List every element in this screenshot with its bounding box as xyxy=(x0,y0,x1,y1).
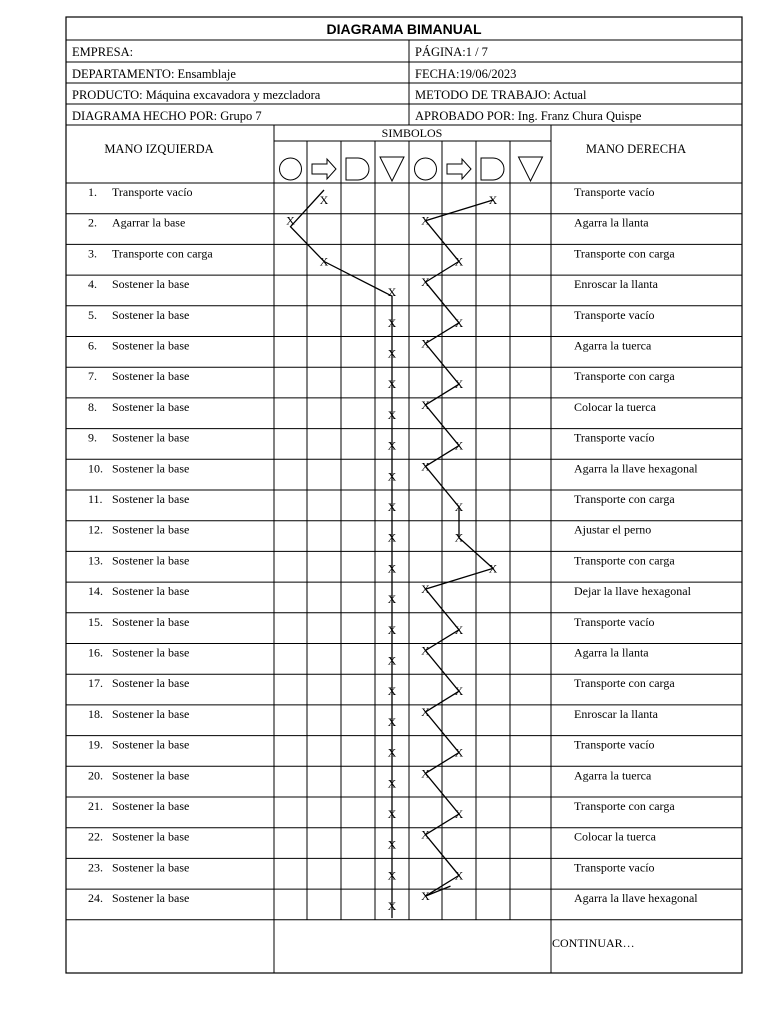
right-mark: X xyxy=(454,530,464,545)
right-mark: X xyxy=(421,582,430,597)
right-mark: X xyxy=(454,807,464,821)
right-hand-activity: Transporte vacío xyxy=(574,737,655,752)
departamento-field: DEPARTAMENTO: Ensamblaje xyxy=(72,67,236,81)
right-hand-activity: Transporte vacío xyxy=(574,860,655,875)
right-mark: X xyxy=(488,561,498,576)
left-mark: X xyxy=(319,254,329,269)
row-number: 23. xyxy=(88,860,103,875)
right-hand-activity: Transporte vacío xyxy=(574,430,655,445)
row-number: 13. xyxy=(88,553,103,568)
left-hand-activity: Sostener la base xyxy=(112,461,190,476)
left-mark: X xyxy=(387,622,397,637)
row-number: 17. xyxy=(88,676,103,691)
row-number: 4. xyxy=(88,277,97,292)
symbol-icons xyxy=(280,157,543,181)
left-hand-activity: Sostener la base xyxy=(112,553,190,568)
right-hand-activity: Agarra la tuerca xyxy=(574,338,652,353)
left-hand-activity: Sostener la base xyxy=(112,430,190,445)
row-number: 3. xyxy=(88,246,97,261)
left-mark: X xyxy=(387,653,397,668)
right-mark: X xyxy=(454,254,464,269)
left-mark: X xyxy=(387,837,397,852)
row-number: 21. xyxy=(88,799,103,813)
row-number: 15. xyxy=(88,614,103,629)
left-mark: X xyxy=(387,745,397,760)
row-number: 6. xyxy=(88,338,97,353)
right-mark: X xyxy=(421,275,430,290)
left-mark: X xyxy=(387,438,397,453)
left-hand-activity: Sostener la base xyxy=(112,614,190,629)
row-number: 10. xyxy=(88,461,103,476)
left-hand-activity: Sostener la base xyxy=(112,522,190,537)
left-hand-activity: Sostener la base xyxy=(112,706,190,721)
left-mark: X xyxy=(387,346,397,361)
right-hand-activity: Transporte con carga xyxy=(574,799,675,813)
right-mark: X xyxy=(454,868,464,883)
left-mark: X xyxy=(387,868,397,883)
row-number: 24. xyxy=(88,891,103,906)
right-hand-activity: Transporte vacío xyxy=(574,307,655,322)
left-mark: X xyxy=(387,684,397,699)
right-mark: X xyxy=(421,704,430,719)
continuar-note: CONTINUAR… xyxy=(552,936,635,950)
right-mark: X xyxy=(421,336,430,351)
left-mark: X xyxy=(387,714,397,729)
transport-icon xyxy=(312,159,336,179)
right-hand-activity: Colocar la tuerca xyxy=(574,399,656,414)
right-hand-activity: Agarra la llave hexagonal xyxy=(574,891,698,906)
right-mark: X xyxy=(454,438,464,453)
left-mark: X xyxy=(286,213,295,228)
row-number: 12. xyxy=(88,522,103,537)
storage-icon xyxy=(380,157,404,181)
empresa-field: EMPRESA: xyxy=(72,45,134,59)
left-hand-activity: Sostener la base xyxy=(112,369,190,384)
right-hand-activity: Agarra la llanta xyxy=(574,215,649,230)
left-hand-activity: Sostener la base xyxy=(112,307,190,322)
left-mark: X xyxy=(387,469,397,484)
right-hand-activity: Dejar la llave hexagonal xyxy=(574,584,691,599)
left-mark: X xyxy=(387,407,397,422)
left-hand-activity: Sostener la base xyxy=(112,829,190,844)
right-mark: X xyxy=(454,500,464,514)
row-number: 20. xyxy=(88,768,103,783)
right-hand-header: MANO DERECHA xyxy=(585,142,687,156)
pagina-field: PÁGINA:1 / 7 xyxy=(415,45,488,59)
right-hand-activity: Transporte con carga xyxy=(574,553,675,568)
right-mark: X xyxy=(421,459,430,474)
right-hand-activity: Transporte con carga xyxy=(574,492,675,506)
right-hand-activity: Enroscar la llanta xyxy=(574,706,658,721)
left-mark: X xyxy=(387,500,397,514)
right-hand-activity: Agarra la llanta xyxy=(574,645,649,660)
metodo-field: METODO DE TRABAJO: Actual xyxy=(415,88,587,102)
left-mark: X xyxy=(387,285,397,300)
left-hand-activity: Sostener la base xyxy=(112,492,190,506)
left-mark: X xyxy=(387,807,397,821)
left-hand-header: MANO IZQUIERDA xyxy=(104,142,214,156)
left-hand-activity: Sostener la base xyxy=(112,891,190,906)
fecha-field: FECHA:19/06/2023 xyxy=(415,67,517,81)
left-hand-activity: Sostener la base xyxy=(112,338,190,353)
left-hand-activity: Transporte con carga xyxy=(112,246,213,261)
hecho-por-field: DIAGRAMA HECHO POR: Grupo 7 xyxy=(72,109,262,123)
left-hand-activity: Sostener la base xyxy=(112,584,190,599)
left-hand-activity: Sostener la base xyxy=(112,799,190,813)
left-hand-activity: Sostener la base xyxy=(112,737,190,752)
right-hand-activity: Transporte con carga xyxy=(574,369,675,384)
row-number: 22. xyxy=(88,829,103,844)
right-mark: X xyxy=(421,766,430,781)
right-mark: X xyxy=(421,213,430,228)
row-number: 5. xyxy=(88,307,97,322)
left-hand-activity: Sostener la base xyxy=(112,645,190,660)
right-hand-activity: Ajustar el perno xyxy=(574,522,652,537)
right-mark: X xyxy=(421,397,430,412)
left-mark: X xyxy=(387,776,397,791)
right-mark: X xyxy=(454,377,464,392)
left-hand-activity: Agarrar la base xyxy=(112,215,186,230)
storage-icon xyxy=(519,157,543,181)
left-mark: X xyxy=(387,377,397,392)
right-hand-activity: Transporte vacío xyxy=(574,614,655,629)
left-mark: X xyxy=(387,561,397,576)
delay-icon xyxy=(481,158,504,180)
right-hand-activity: Transporte con carga xyxy=(574,246,675,261)
right-hand-activity: Transporte con carga xyxy=(574,676,675,691)
left-mark: X xyxy=(387,315,397,330)
row-number: 9. xyxy=(88,430,97,445)
right-hand-activity: Enroscar la llanta xyxy=(574,277,658,292)
delay-icon xyxy=(346,158,369,180)
right-hand-activity: Colocar la tuerca xyxy=(574,829,656,844)
right-mark: X xyxy=(454,315,464,330)
row-number: 1. xyxy=(88,185,97,199)
transport-icon xyxy=(447,159,471,179)
right-mark: X xyxy=(488,193,498,207)
left-hand-activity: Sostener la base xyxy=(112,277,190,292)
right-mark: X xyxy=(454,684,464,699)
right-hand-activity: Agarra la tuerca xyxy=(574,768,652,783)
row-number: 8. xyxy=(88,399,97,414)
row-number: 7. xyxy=(88,369,97,384)
producto-field: PRODUCTO: Máquina excavadora y mezcladora xyxy=(72,88,321,102)
row-number: 16. xyxy=(88,645,103,660)
left-hand-activity: Sostener la base xyxy=(112,860,190,875)
operation-icon xyxy=(280,158,302,180)
left-mark: X xyxy=(319,193,329,207)
row-number: 11. xyxy=(88,492,103,506)
right-hand-path xyxy=(426,200,494,896)
right-mark: X xyxy=(454,745,464,760)
left-hand-activity: Transporte vacío xyxy=(112,185,193,199)
symbols-header: SIMBOLOS xyxy=(381,126,443,140)
activity-rows xyxy=(88,185,698,913)
operation-icon xyxy=(415,158,437,180)
row-number: 19. xyxy=(88,737,103,752)
row-number: 18. xyxy=(88,706,103,721)
left-hand-activity: Sostener la base xyxy=(112,399,190,414)
right-mark: X xyxy=(454,622,464,637)
right-mark: X xyxy=(421,827,430,842)
left-hand-activity: Sostener la base xyxy=(112,768,190,783)
right-mark: X xyxy=(421,643,430,658)
right-hand-activity: Agarra la llave hexagonal xyxy=(574,461,698,476)
left-mark: X xyxy=(387,530,397,545)
left-mark: X xyxy=(387,899,397,914)
left-hand-activity: Sostener la base xyxy=(112,676,190,691)
left-mark: X xyxy=(387,592,397,607)
right-hand-activity: Transporte vacío xyxy=(574,185,655,199)
aprobado-por-field: APROBADO POR: Ing. Franz Chura Quispe xyxy=(415,109,642,123)
row-number: 2. xyxy=(88,215,97,230)
row-number: 14. xyxy=(88,584,103,599)
right-mark: X xyxy=(421,889,430,904)
page-title: DIAGRAMA BIMANUAL xyxy=(326,21,482,37)
